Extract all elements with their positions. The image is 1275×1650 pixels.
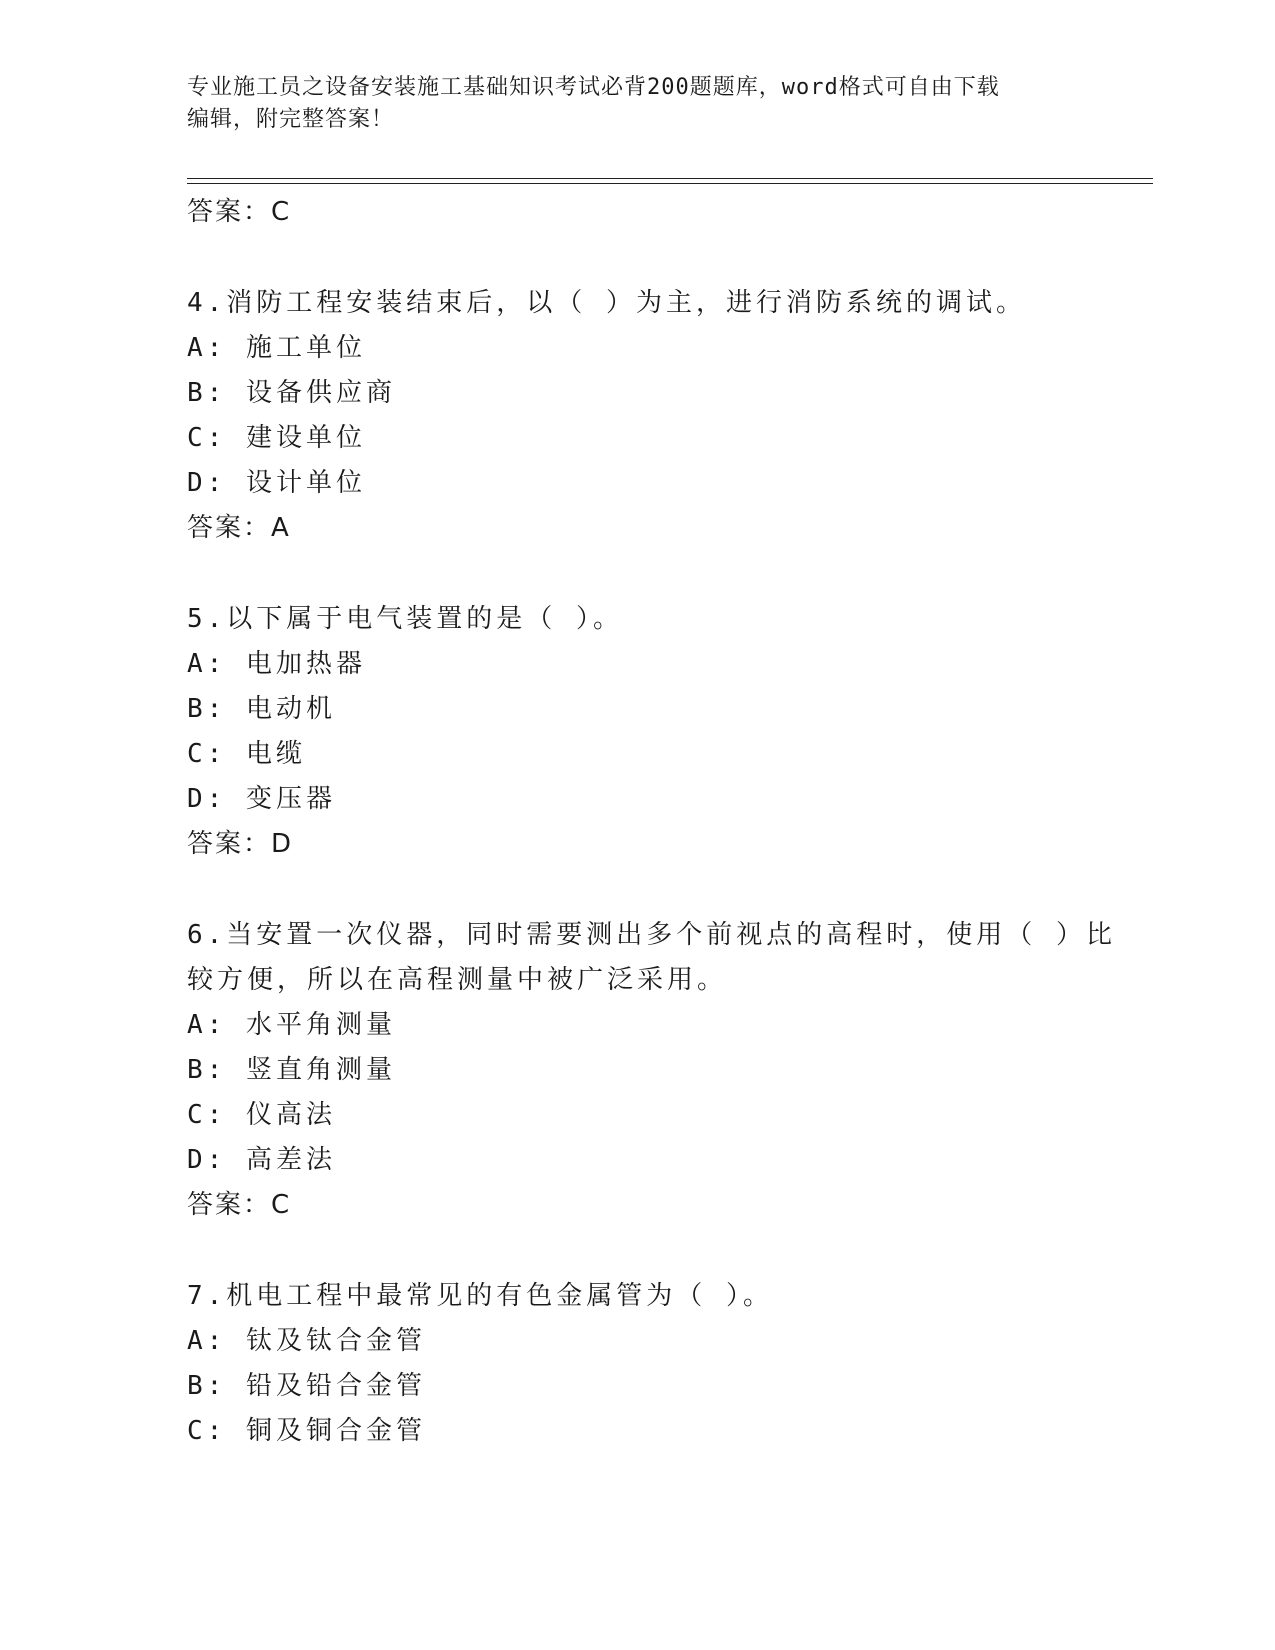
answer-line: 答案：D xyxy=(187,829,294,859)
option-b: B: 电动机 xyxy=(187,694,336,724)
option-a: A: 电加热器 xyxy=(187,649,366,679)
header-rule-thin xyxy=(187,178,1153,179)
question-list xyxy=(187,190,1116,1454)
question-block xyxy=(187,281,1087,551)
spacer xyxy=(187,1228,1087,1274)
option-d: D: 高差法 xyxy=(187,1145,336,1175)
option-a: A: 施工单位 xyxy=(187,333,366,363)
option-b: B: 铅及铅合金管 xyxy=(187,1371,426,1401)
answer-line: 答案：C xyxy=(187,197,292,227)
option-c: C: 铜及铜合金管 xyxy=(187,1416,426,1446)
option-b: B: 设备供应商 xyxy=(187,378,396,408)
header-line-2: 编辑，附完整答案！ xyxy=(187,107,395,132)
document-header xyxy=(187,72,1087,136)
question-block xyxy=(187,597,1087,867)
option-d: D: 设计单位 xyxy=(187,468,366,498)
option-a: A: 钛及钛合金管 xyxy=(187,1326,426,1356)
spacer xyxy=(187,235,1087,281)
option-c: C: 建设单位 xyxy=(187,423,366,453)
header-line-1: 专业施工员之设备安装施工基础知识考试必背200题题库，word格式可自由下载 xyxy=(187,75,1000,100)
option-c: C: 电缆 xyxy=(187,739,306,769)
option-c: C: 仪高法 xyxy=(187,1100,336,1130)
option-b: B: 竖直角测量 xyxy=(187,1055,396,1085)
header-rule-thick xyxy=(187,183,1153,184)
question-stem: 4.消防工程安装结束后，以（ ）为主，进行消防系统的调试。 xyxy=(187,288,1026,318)
question-stem: 5.以下属于电气装置的是（ ）。 xyxy=(187,604,623,634)
spacer xyxy=(187,551,1087,597)
answer-line: 答案：A xyxy=(187,513,291,543)
answer-line: 答案：C xyxy=(187,1190,292,1220)
question-stem-line-2: 较方便，所以在高程测量中被广泛采用。 xyxy=(187,965,728,995)
option-d: D: 变压器 xyxy=(187,784,336,814)
question-block xyxy=(187,1274,1087,1454)
question-stem: 7.机电工程中最常见的有色金属管为（ ）。 xyxy=(187,1281,773,1311)
question-block xyxy=(187,913,1116,1228)
spacer xyxy=(187,867,1087,913)
question-stem-line-1: 6.当安置一次仪器，同时需要测出多个前视点的高程时，使用（ ）比 xyxy=(187,920,1116,950)
option-a: A: 水平角测量 xyxy=(187,1010,396,1040)
